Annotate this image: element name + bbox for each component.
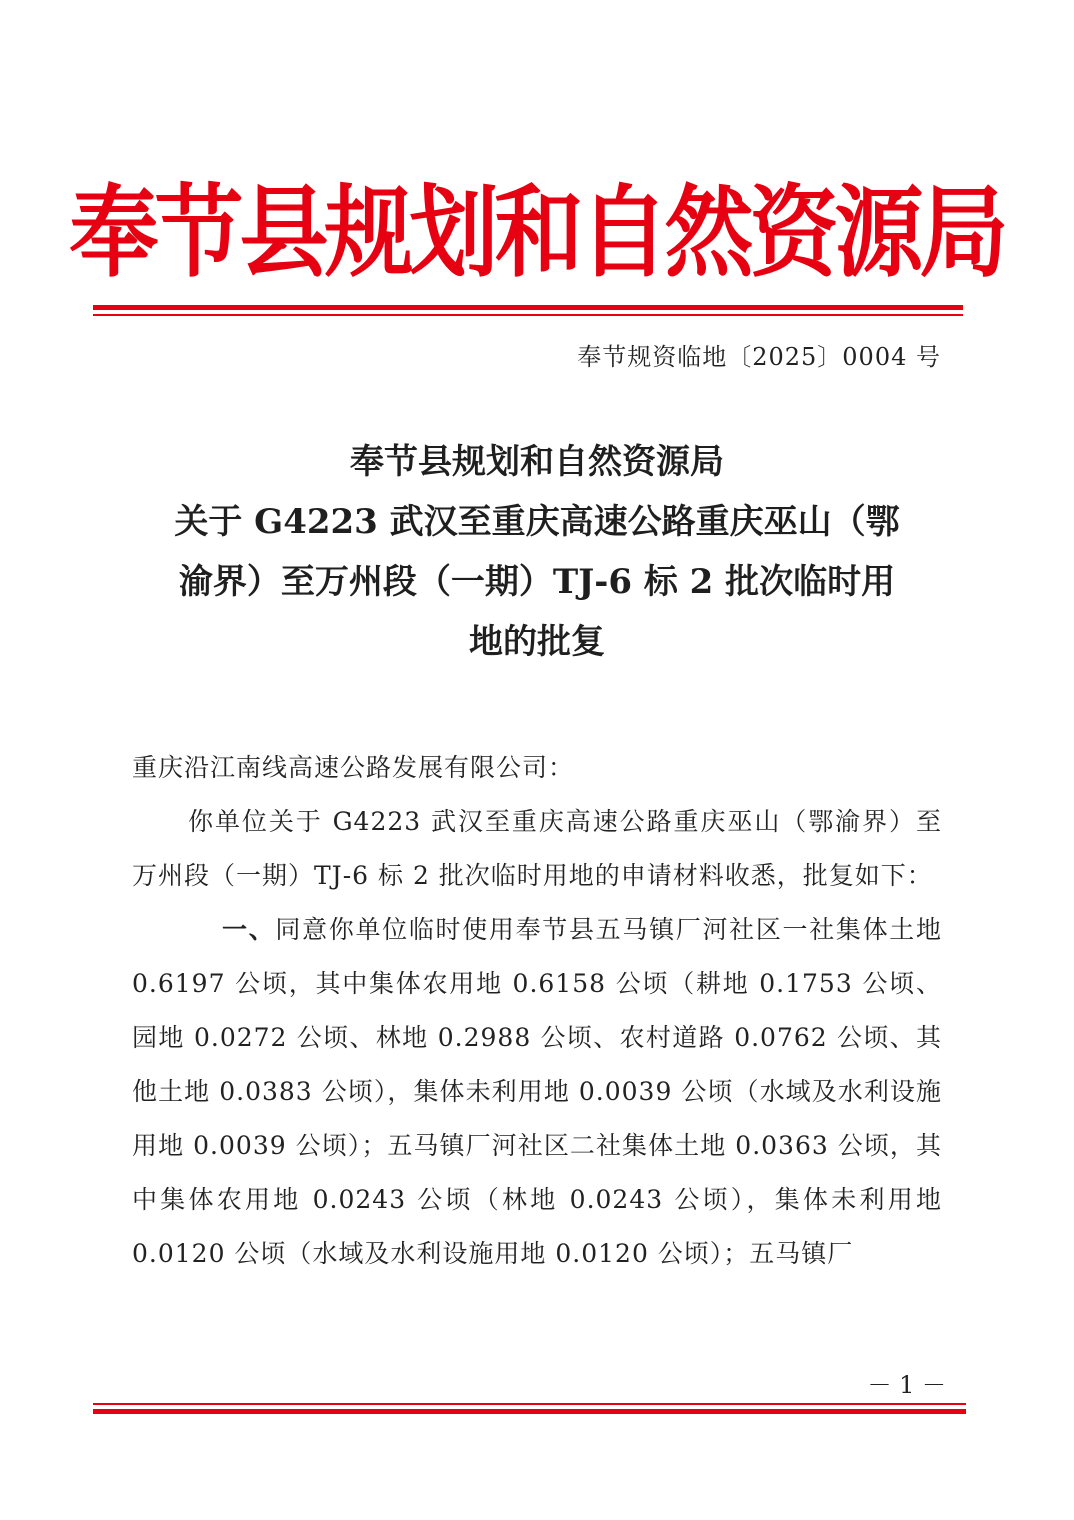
title-line: 关于 G4223 武汉至重庆高速公路重庆巫山（鄂 <box>174 502 900 542</box>
header-rule-thick <box>93 305 963 310</box>
addressee: 重庆沿江南线高速公路发展有限公司： <box>132 753 575 782</box>
item-1-paragraph <box>132 903 942 1281</box>
agency-masthead: 奉节县规划和自然资源局 <box>69 172 1005 291</box>
header-rule-thin <box>93 314 963 316</box>
footer-rule-thick <box>93 1409 966 1414</box>
item-1-label: 一、 <box>222 915 276 944</box>
document-number: 奉节规资临地〔2025〕0004 号 <box>577 343 941 371</box>
footer-rule-thin <box>93 1403 966 1405</box>
title-line: 渝界）至万州段（一期）TJ-6 标 2 批次临时用 <box>178 562 896 602</box>
document-body <box>132 741 942 1281</box>
item-1-text: 同意你单位临时使用奉节县五马镇厂河社区一社集体土地 0.6197 公顷，其中集体农用地 0.6158 公顷（耕地 0.1753 公顷、园地 0.0272 公顷、林地 0.2988 公顷、农村道路 0.0762 公顷、其他土地 0.0383 公顷），集体未利用地 0.0039 公顷（水域及水利设施用地 0.0039 公顷）；五马镇厂河社区二社集体土地 0.0363 公顷，其中集体农用地 0.0243 公顷（林地 0.0243 公顷），集体未利用地 0.0120 公顷（水域及水利设施用地 0.0120 公顷）；五马镇厂 <box>132 915 942 1268</box>
intro-paragraph: 你单位关于 G4223 武汉至重庆高速公路重庆巫山（鄂渝界）至万州段（一期）TJ-6 标 2 批次临时用地的申请材料收悉，批复如下： <box>132 807 942 890</box>
document-title <box>110 432 964 672</box>
page-number: － 1 － <box>867 1371 946 1399</box>
title-line: 奉节县规划和自然资源局 <box>350 442 724 482</box>
title-line: 地的批复 <box>469 622 605 662</box>
